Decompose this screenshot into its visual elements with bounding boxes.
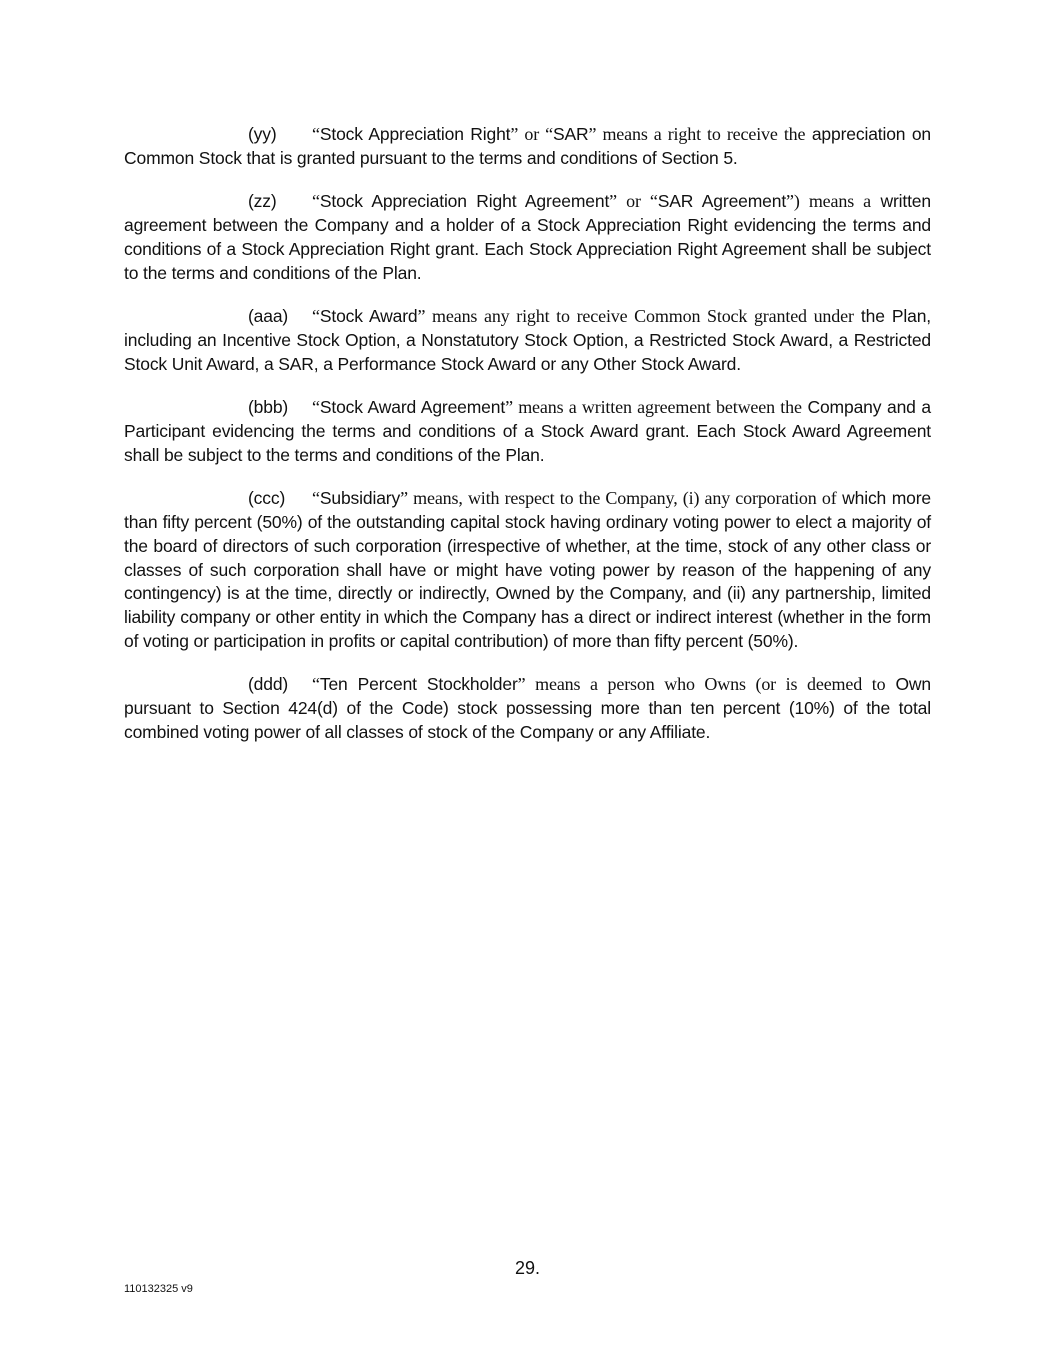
defined-term: Stock Appreciation Right xyxy=(319,124,511,144)
defined-term: Ten Percent Stockholder xyxy=(319,674,518,695)
definition-aaa xyxy=(124,305,931,376)
definition-zz xyxy=(124,190,931,285)
definition-body: appreciation on Common Stock that is granted pursuant to the terms and conditions of Section 5. xyxy=(124,124,932,168)
definition-body: Company and a Participant evidencing the terms and conditions of a Stock Award grant. Each Stock Award Agreement shall be subject to the terms and conditions of the Plan. xyxy=(124,397,931,465)
definition-label: (ddd) xyxy=(248,674,289,695)
defined-term-alt: SAR xyxy=(552,124,589,144)
definition-lead-text: ” means a right to receive the xyxy=(588,124,806,144)
definition-label: (zz) xyxy=(248,191,277,212)
open-quote: “ xyxy=(312,397,320,418)
definition-yy xyxy=(124,123,931,170)
defined-term: Stock Appreciation Right Agreement xyxy=(319,191,610,212)
definition-body: written agreement between the Company and a holder of a Stock Appreciation Right evidencing the terms and conditions of a Stock Appreciation Right grant. Each Stock Appreciation Right Agreement shall be subject to the terms and conditions of the Plan. xyxy=(124,191,931,283)
open-quote: “ xyxy=(312,124,320,144)
definition-label: (yy) xyxy=(248,124,277,144)
definition-label: (bbb) xyxy=(248,397,289,418)
definition-body: the Plan, including an Incentive Stock Option, a Nonstatutory Stock Option, a Restricted Stock Award, a Restricted Stock Unit Award, a SAR, a Performance Stock Award or any Other Stock Award. xyxy=(124,306,931,374)
definition-lead-text: ” means a written agreement between the xyxy=(505,397,802,418)
definition-label: (aaa) xyxy=(248,306,289,327)
page-number: 29. xyxy=(514,1258,541,1278)
defined-term: Subsidiary xyxy=(319,488,401,509)
definition-lead-text: ” means any right to receive Common Stock granted under xyxy=(417,306,854,327)
connector-text: ” or “ xyxy=(609,191,658,212)
definition-body: which more than fifty percent (50%) of the outstanding capital stock having ordinary voting power to elect a majority of the board of directors of such corporation (irrespective of whether, at the time, stock of any other class or classes of such corporation shall have or might have voting power by reason of the happening of any contingency) is at the time, directly or indirectly, Owned by the Company, and (ii) any partnership, limited liability company or other entity in which the Company has a direct or indirect interest (whether in the form of voting or participation in profits or capital contribution) of more than fifty percent (50%). xyxy=(124,488,931,651)
definition-lead-text: ” means, with respect to the Company, (i) any corporation of xyxy=(400,488,837,509)
definition-bbb xyxy=(124,396,931,467)
open-quote: “ xyxy=(312,191,320,212)
connector-text: ” or “ xyxy=(510,124,553,144)
defined-term: Stock Award Agreement xyxy=(319,397,506,418)
open-quote: “ xyxy=(312,674,320,695)
open-quote: “ xyxy=(312,306,320,327)
document-id: 110132325 v9 xyxy=(124,1283,193,1295)
definition-label: (ccc) xyxy=(248,488,286,509)
defined-term-alt: SAR Agreement xyxy=(657,191,787,212)
defined-term: Stock Award xyxy=(319,306,418,327)
definition-lead-text: ”) means a xyxy=(786,191,872,212)
open-quote: “ xyxy=(312,488,320,509)
definition-body: Own pursuant to Section 424(d) of the Code) stock possessing more than ten percent (10%) of the total combined voting power of all classes of stock of the Company or any Affiliate. xyxy=(124,674,931,742)
definition-ccc xyxy=(124,487,931,653)
definition-lead-text: ” means a person who Owns (or is deemed to xyxy=(517,674,886,695)
definition-ddd xyxy=(124,673,931,744)
definitions-section xyxy=(124,123,931,764)
